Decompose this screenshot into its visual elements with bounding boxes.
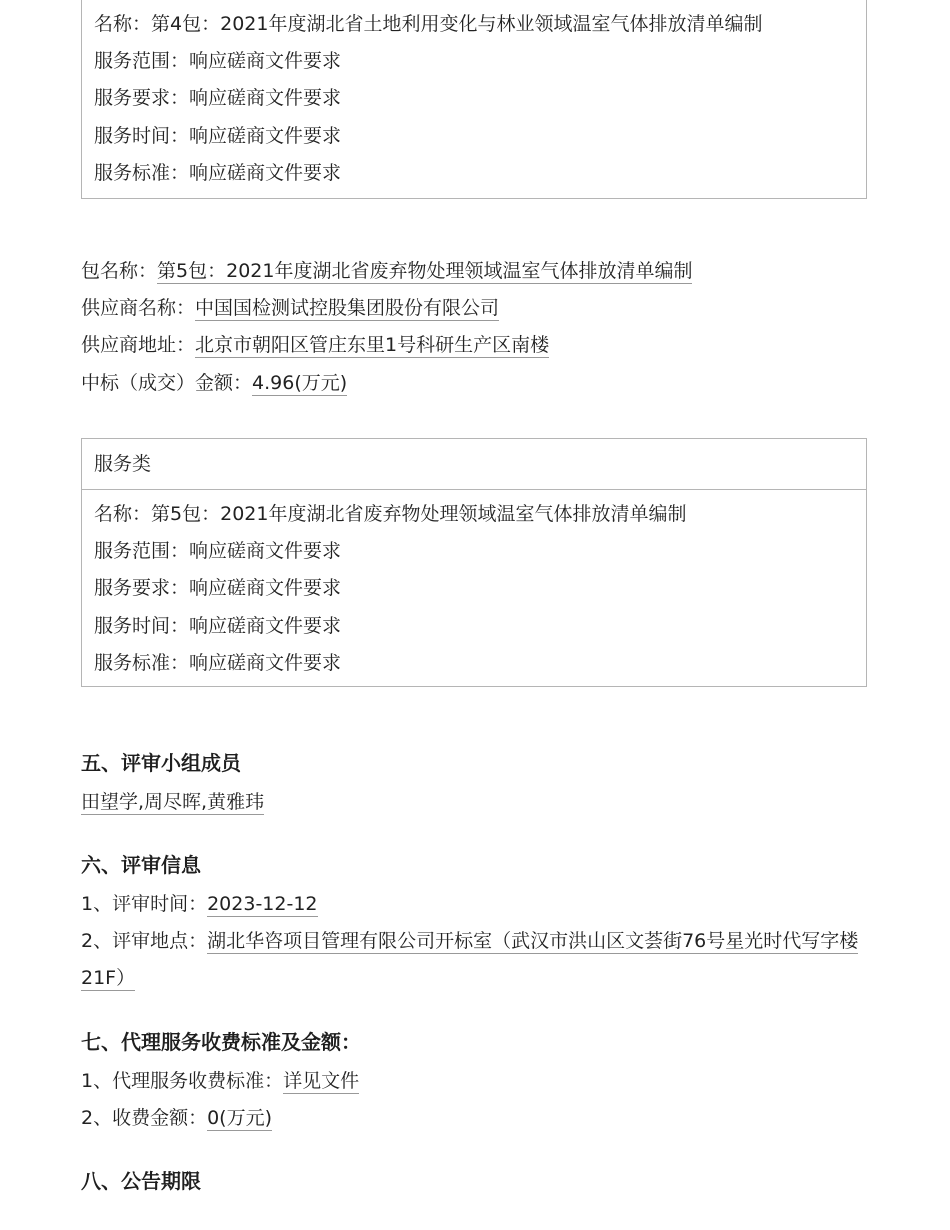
package4-service-box xyxy=(81,0,867,199)
service-row-time: 服务时间：响应磋商文件要求 xyxy=(94,124,342,147)
supplier-name-value: 中国国检测试控股集团股份有限公司 xyxy=(195,297,500,319)
review-place-line: 2、评审地点：湖北华咨项目管理有限公司开标室（武汉市洪山区文荟街76号星光时代写字楼 xyxy=(81,930,859,952)
service-row-standard: 服务标准：响应磋商文件要求 xyxy=(94,161,342,184)
fee-amount-line: 2、收费金额：0(万元) xyxy=(81,1107,273,1129)
section8-title: 八、公告期限 xyxy=(81,1169,201,1193)
service-row-requirement: 服务要求：响应磋商文件要求 xyxy=(94,577,342,600)
review-members-value: 田望学,周尽晖,黄雅玮 xyxy=(81,791,265,813)
fee-standard-value: 详见文件 xyxy=(283,1070,360,1092)
service-category-header: 服务类 xyxy=(82,439,866,490)
review-time-value: 2023-12-12 xyxy=(207,893,318,915)
review-time-line: 1、评审时间：2023-12-12 xyxy=(81,893,318,915)
package5-service-box xyxy=(81,438,867,687)
review-place-value-cont: 21F） xyxy=(81,967,136,989)
package5-name-line: 包名称：第5包：2021年度湖北省废弃物处理领域温室气体排放清单编制 xyxy=(81,260,693,282)
supplier-address-value: 北京市朝阳区管庄东里1号科研生产区南楼 xyxy=(195,334,550,356)
section6-title: 六、评审信息 xyxy=(81,853,201,877)
review-place-line-cont xyxy=(81,965,135,991)
section7-title: 七、代理服务收费标准及金额： xyxy=(81,1030,361,1054)
service-row-name: 名称：第4包：2021年度湖北省土地利用变化与林业领域温室气体排放清单编制 xyxy=(94,13,763,35)
fee-standard-line: 1、代理服务收费标准：详见文件 xyxy=(81,1070,360,1092)
supplier-address-line: 供应商地址：北京市朝阳区管庄东里1号科研生产区南楼 xyxy=(81,334,550,356)
service-row-requirement: 服务要求：响应磋商文件要求 xyxy=(94,87,342,110)
service-row-time: 服务时间：响应磋商文件要求 xyxy=(94,614,342,637)
award-amount-value: 4.96(万元) xyxy=(252,372,348,394)
service-row-standard: 服务标准：响应磋商文件要求 xyxy=(94,651,342,674)
service-row-scope: 服务范围：响应磋商文件要求 xyxy=(94,540,342,563)
service-row-name: 名称：第5包：2021年度湖北省废弃物处理领域温室气体排放清单编制 xyxy=(94,503,687,525)
package5-name-value: 第5包：2021年度湖北省废弃物处理领域温室气体排放清单编制 xyxy=(157,260,693,282)
fee-amount-value: 0(万元) xyxy=(207,1107,273,1129)
award-amount-line: 中标（成交）金额：4.96(万元) xyxy=(81,372,348,394)
service-row-scope: 服务范围：响应磋商文件要求 xyxy=(94,50,342,73)
review-place-value: 湖北华咨项目管理有限公司开标室（武汉市洪山区文荟街76号星光时代写字楼 xyxy=(207,930,859,952)
supplier-name-line: 供应商名称：中国国检测试控股集团股份有限公司 xyxy=(81,297,500,319)
section5-title: 五、评审小组成员 xyxy=(81,751,241,775)
review-members-line xyxy=(81,789,264,815)
